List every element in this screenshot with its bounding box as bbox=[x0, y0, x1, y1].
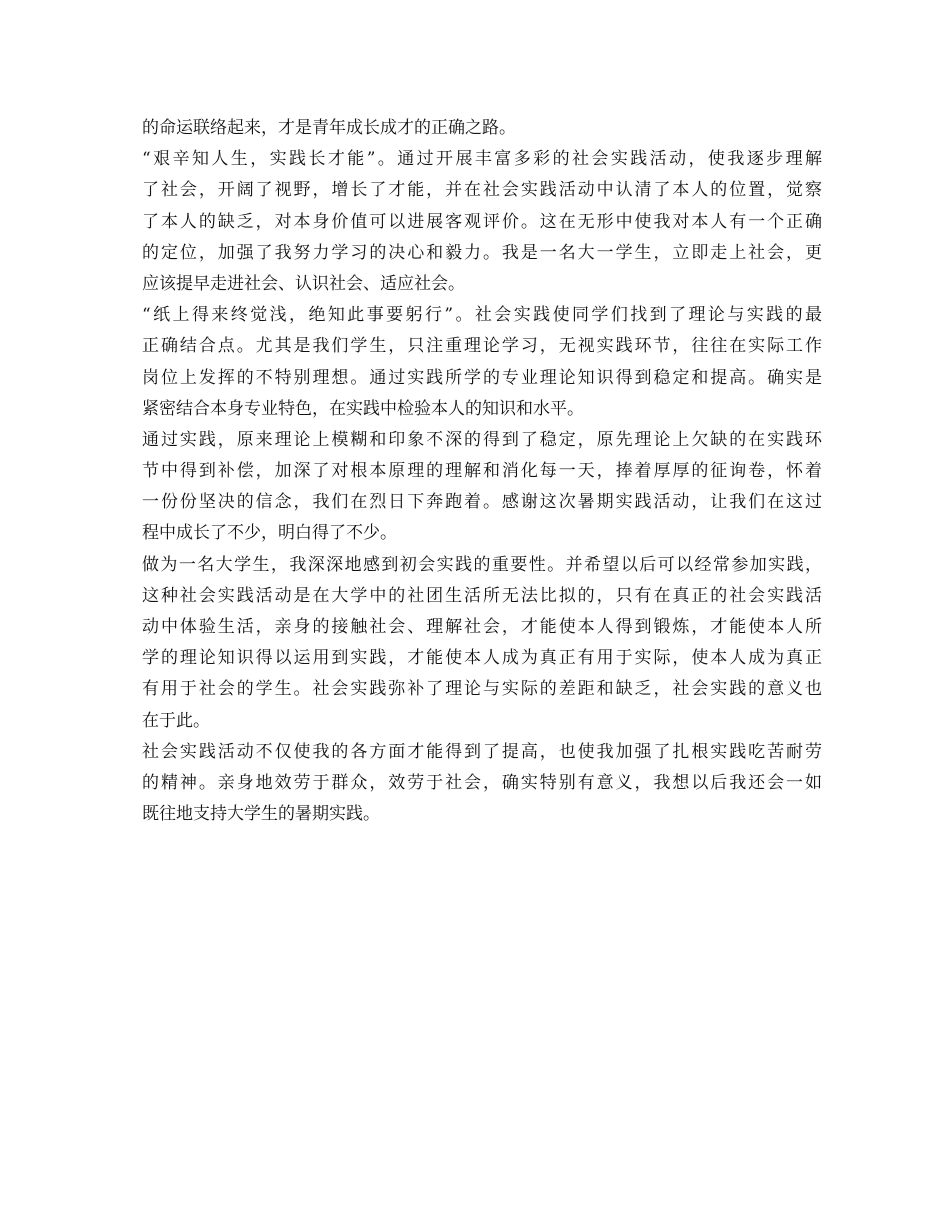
paragraph-1 bbox=[142, 113, 822, 144]
text-line: 有用于社会的学生。社会实践弥补了理论与实际的差距和缺乏，社会实践的意义也 bbox=[142, 679, 822, 700]
text-line: 既往地支持大学生的暑期实践。 bbox=[142, 804, 380, 825]
text-line: 了社会，开阔了视野，增长了才能，并在社会实践活动中认清了本人的位置，觉察 bbox=[142, 180, 822, 201]
paragraph-6 bbox=[142, 737, 822, 831]
paragraph-3 bbox=[142, 300, 822, 425]
document-body bbox=[142, 113, 822, 830]
text-line: 在于此。 bbox=[142, 710, 210, 731]
text-line: 学的理论知识得以运用到实践，才能使本人成为真正有用于实际，使本人成为真正 bbox=[142, 648, 822, 669]
text-line: 的命运联络起来，才是青年成长成才的正确之路。 bbox=[142, 118, 516, 138]
text-line: 节中得到补偿，加深了对根本原理的理解和消化每一天，捧着厚厚的征询卷，怀着 bbox=[142, 461, 822, 482]
text-line: “纸上得来终觉浅，绝知此事要躬行”。社会实践使同学们找到了理论与实践的最 bbox=[142, 305, 822, 326]
text-line: “艰辛知人生，实践长才能”。通过开展丰富多彩的社会实践活动，使我逐步理解 bbox=[142, 149, 822, 170]
text-line: 程中成长了不少，明白得了不少。 bbox=[142, 523, 397, 544]
text-line: 做为一名大学生，我深深地感到初会实践的重要性。并希望以后可以经常参加实践， bbox=[142, 554, 822, 575]
text-line: 岗位上发挥的不特别理想。通过实践所学的专业理论知识得到稳定和提高。确实是 bbox=[142, 367, 822, 388]
text-line: 的定位，加强了我努力学习的决心和毅力。我是一名大一学生，立即走上社会，更 bbox=[142, 242, 822, 263]
text-line: 动中体验生活，亲身的接触社会、理解社会，才能使本人得到锻炼，才能使本人所 bbox=[142, 617, 822, 637]
text-line: 的精神。亲身地效劳于群众，效劳于社会，确实特别有意义，我想以后我还会一如 bbox=[142, 772, 822, 793]
paragraph-5 bbox=[142, 550, 822, 737]
text-line: 应该提早走进社会、认识社会、适应社会。 bbox=[142, 273, 465, 294]
paragraph-2 bbox=[142, 144, 822, 300]
text-line: 通过实践，原来理论上模糊和印象不深的得到了稳定，原先理论上欠缺的在实践环 bbox=[142, 429, 822, 450]
text-line: 一份份坚决的信念，我们在烈日下奔跑着。感谢这次暑期实践活动，让我们在这过 bbox=[142, 492, 822, 513]
text-line: 正确结合点。尤其是我们学生，只注重理论学习，无视实践环节，往往在实际工作 bbox=[142, 336, 822, 357]
text-line: 紧密结合本身专业特色，在实践中检验本人的知识和水平。 bbox=[142, 398, 584, 419]
text-line: 社会实践活动不仅使我的各方面才能得到了提高，也使我加强了扎根实践吃苦耐劳 bbox=[142, 741, 822, 762]
text-line: 这种社会实践活动是在大学中的社团生活所无法比拟的，只有在真正的社会实践活 bbox=[142, 585, 822, 606]
paragraph-4 bbox=[142, 425, 822, 550]
text-line: 了本人的缺乏，对本身价值可以进展客观评价。这在无形中使我对本人有一个正确 bbox=[142, 211, 822, 232]
